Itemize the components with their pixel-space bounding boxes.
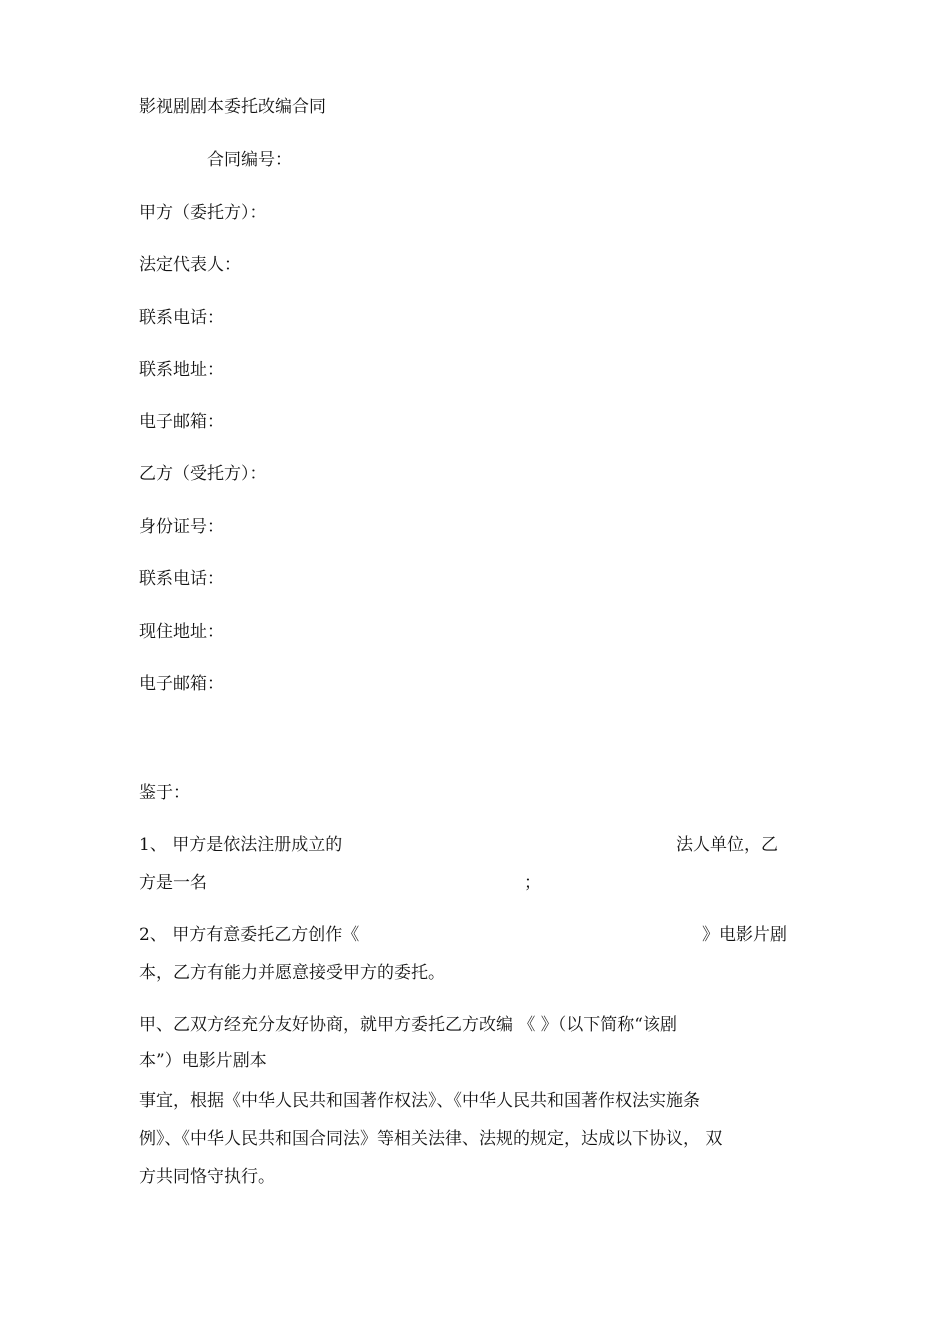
party-a-email-label: 电子邮箱： <box>139 412 224 432</box>
clause-1-part-c: 方是一名 <box>139 873 207 893</box>
agreement-line-4: 例》、《中华人民共和国合同法》等相关法律、法规的规定，达成以下协议， 双 <box>139 1129 723 1149</box>
agreement-line-2: 本”）电影片剧本 <box>139 1051 267 1071</box>
party-a-heading: 甲方（委托方）： <box>139 203 267 223</box>
contract-number-label: 合同编号： <box>207 150 292 170</box>
clause-1-part-a: 1、 甲方是依法注册成立的 <box>139 835 343 855</box>
party-b-heading: 乙方（受托方）： <box>139 464 267 484</box>
clause-2-part-b: 》电影片剧 <box>702 925 787 945</box>
agreement-line-3: 事宜，根据《中华人民共和国著作权法》、《中华人民共和国著作权法实施条 <box>139 1091 700 1111</box>
clause-1-part-d: ； <box>524 873 541 893</box>
party-a-address-label: 联系地址： <box>139 360 224 380</box>
party-b-email-label: 电子邮箱： <box>139 674 224 694</box>
whereas-heading: 鉴于： <box>139 783 190 803</box>
clause-2-part-a: 2、 甲方有意委托乙方创作《 <box>139 925 360 945</box>
party-b-phone-label: 联系电话： <box>139 569 224 589</box>
party-a-phone-label: 联系电话： <box>139 308 224 328</box>
clause-2-part-c: 本，乙方有能力并愿意接受甲方的委托。 <box>139 963 445 983</box>
document-title: 影视剧剧本委托改编合同 <box>139 97 326 117</box>
party-a-legal-rep-label: 法定代表人： <box>139 255 241 275</box>
agreement-line-1: 甲、乙双方经充分友好协商，就甲方委托乙方改编 《 》（以下简称“该剧 <box>139 1015 677 1035</box>
clause-1-part-b: 法人单位，乙 <box>676 835 778 855</box>
party-b-id-label: 身份证号： <box>139 517 224 537</box>
agreement-line-5: 方共同恪守执行。 <box>139 1167 275 1187</box>
party-b-address-label: 现住地址： <box>139 622 224 642</box>
